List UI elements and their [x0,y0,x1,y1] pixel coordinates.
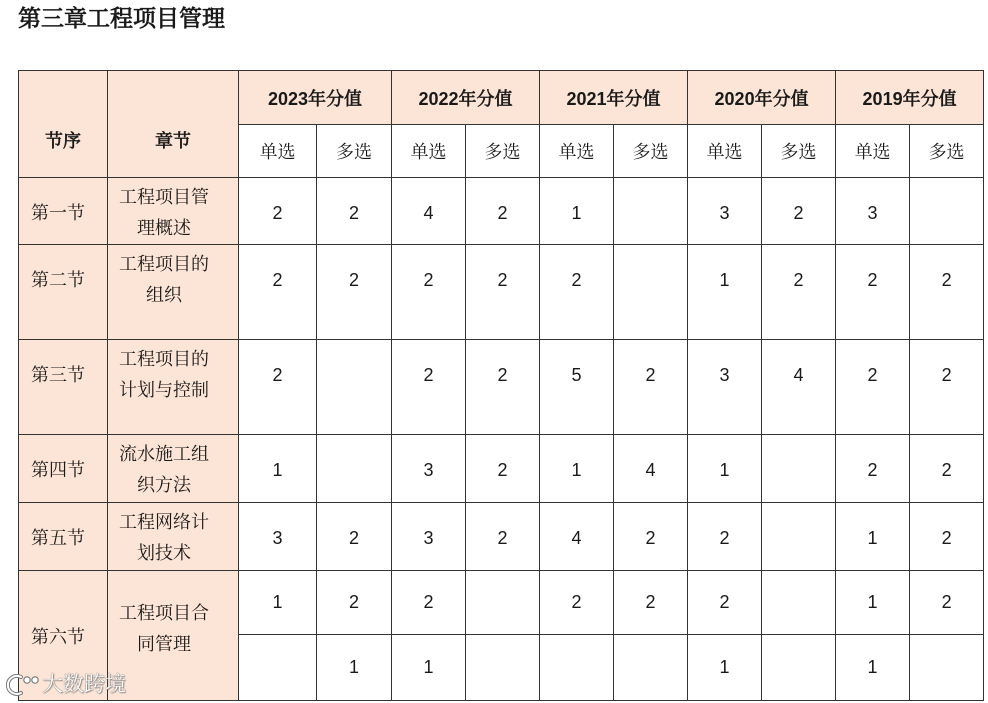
score-2020-multi [762,503,836,571]
header-chapter: 章节 [108,71,239,178]
score-2020-multi [762,635,836,701]
score-2022-single: 3 [392,435,466,503]
section-no: 第六节 [19,571,108,701]
chapter-name: 工程网络计划技术 [119,512,209,563]
score-2023-multi: 1 [317,635,392,701]
section-no: 第三节 [19,340,108,435]
score-2022-multi [466,571,540,635]
score-2019-single: 1 [836,571,910,635]
table-row-section-1 [19,178,984,245]
score-2023-single: 2 [239,178,317,245]
score-2023-multi [317,435,392,503]
section-no: 第四节 [19,435,108,503]
score-2020-multi: 4 [762,340,836,435]
score-2020-single: 3 [688,178,762,245]
score-2019-multi: 2 [910,245,984,340]
table-row-section-4 [19,435,984,503]
score-2020-multi [762,435,836,503]
score-2023-multi: 2 [317,178,392,245]
subheader-single: 单选 [836,125,910,178]
score-2023-single: 2 [239,245,317,340]
chapter-cell [108,245,239,340]
score-2022-multi: 2 [466,435,540,503]
score-2023-multi: 2 [317,245,392,340]
chapter-name: 流水施工组织方法 [119,444,209,495]
score-2020-single: 1 [688,635,762,701]
score-2020-multi: 2 [762,245,836,340]
subheader-multi: 多选 [466,125,540,178]
score-2022-multi: 2 [466,340,540,435]
score-2022-single: 4 [392,178,466,245]
score-2023-single: 2 [239,340,317,435]
score-2019-multi: 2 [910,435,984,503]
chapter-cell [108,503,239,571]
score-2019-multi [910,178,984,245]
score-2019-multi: 2 [910,571,984,635]
score-2021-single: 2 [540,571,614,635]
score-2021-multi [614,178,688,245]
score-2020-single: 1 [688,245,762,340]
score-2020-multi: 2 [762,178,836,245]
chapter-name: 工程项目的组织 [119,254,209,305]
subheader-single: 单选 [688,125,762,178]
table-row-section-5 [19,503,984,571]
section-no: 第五节 [19,503,108,571]
score-2019-single: 2 [836,245,910,340]
score-2023-single: 1 [239,435,317,503]
score-2019-multi [910,635,984,701]
subheader-multi: 多选 [762,125,836,178]
chapter-cell [108,340,239,435]
score-2020-single: 3 [688,340,762,435]
score-2021-single: 1 [540,178,614,245]
score-2020-single: 2 [688,503,762,571]
header-year-2023: 2023年分值 [239,71,392,125]
watermark-text: 大数跨境 [42,673,126,696]
chapter-cell [108,435,239,503]
chapter-cell [108,571,239,701]
score-2023-single: 3 [239,503,317,571]
score-table [18,70,984,701]
score-2019-single: 1 [836,503,910,571]
table-row-section-2 [19,245,984,340]
score-2023-single [239,635,317,701]
header-year-2021: 2021年分值 [540,71,688,125]
subheader-single: 单选 [239,125,317,178]
score-2022-single: 2 [392,245,466,340]
score-2021-single: 4 [540,503,614,571]
chapter-name: 工程项目的计划与控制 [119,349,209,400]
score-2021-multi: 2 [614,340,688,435]
subheader-multi: 多选 [317,125,392,178]
subheader-multi: 多选 [910,125,984,178]
header-year-2022: 2022年分值 [392,71,540,125]
header-year-2020: 2020年分值 [688,71,836,125]
score-2023-multi: 2 [317,571,392,635]
score-2019-multi: 2 [910,340,984,435]
score-2022-single: 2 [392,571,466,635]
score-2020-multi [762,571,836,635]
score-2019-single: 2 [836,435,910,503]
score-2022-multi: 2 [466,503,540,571]
score-2022-single: 2 [392,340,466,435]
score-2023-single: 1 [239,571,317,635]
score-2021-multi [614,635,688,701]
score-2021-multi: 4 [614,435,688,503]
chapter-name: 工程项目合同管理 [119,602,209,654]
table-row-section-6 [19,571,984,635]
header-section-no: 节序 [19,71,108,178]
header-year-2019: 2019年分值 [836,71,984,125]
score-2021-single [540,635,614,701]
score-2022-multi [466,635,540,701]
chapter-cell [108,178,239,245]
score-2020-single: 2 [688,571,762,635]
score-2021-single: 5 [540,340,614,435]
subheader-multi: 多选 [614,125,688,178]
section-no: 第一节 [19,178,108,245]
score-2022-multi: 2 [466,178,540,245]
score-2019-multi: 2 [910,503,984,571]
subheader-single: 单选 [392,125,466,178]
score-2021-multi: 2 [614,503,688,571]
section-no: 第二节 [19,245,108,340]
score-2023-multi: 2 [317,503,392,571]
score-2020-single: 1 [688,435,762,503]
score-2022-single: 3 [392,503,466,571]
chapter-name: 工程项目管理概述 [119,187,209,238]
score-2019-single: 1 [836,635,910,701]
score-2019-single: 3 [836,178,910,245]
score-2022-multi: 2 [466,245,540,340]
header-row-years [19,71,984,125]
subheader-single: 单选 [540,125,614,178]
table-row-section-3 [19,340,984,435]
score-2023-multi [317,340,392,435]
page-title: 第三章工程项目管理 [18,5,225,31]
score-2021-multi: 2 [614,571,688,635]
score-2021-single: 1 [540,435,614,503]
score-2021-single: 2 [540,245,614,340]
score-2019-single: 2 [836,340,910,435]
score-2022-single: 1 [392,635,466,701]
score-2021-multi [614,245,688,340]
